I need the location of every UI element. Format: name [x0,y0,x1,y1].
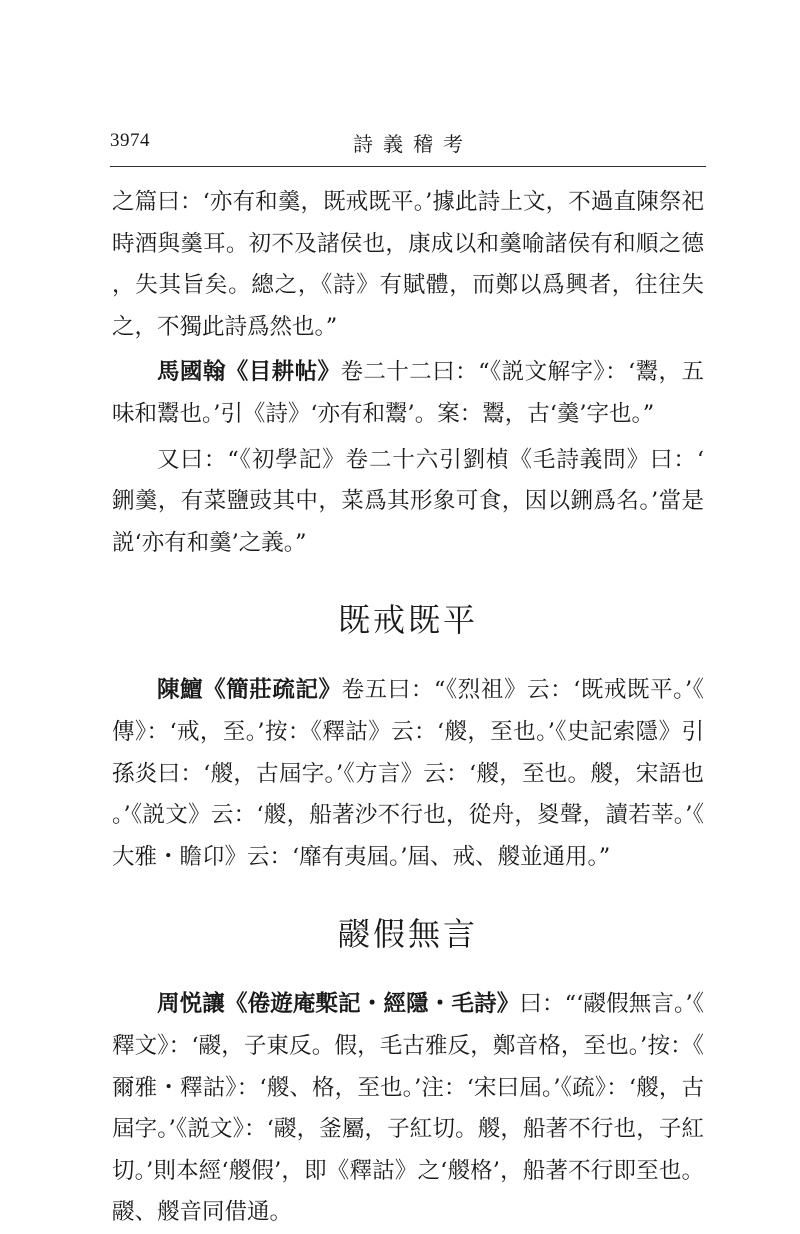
header-rule [110,166,706,167]
paragraph-continuation [112,182,704,348]
source-citation: 周悦讓《倦遊庵槧記・經隱・毛詩》 [157,991,520,1018]
paragraph-zhou-yuerang [112,984,704,1234]
source-citation: 陳鱣《簡莊疏記》 [157,677,342,704]
page-body [112,182,704,1234]
paragraph-ma-guohan [112,352,704,435]
page-header [110,124,706,164]
paragraph-text: 曰：“‘鬷假無言。’《釋文》：‘鬷，子東反。假，毛古雅反，鄭音格，至也。’按：《爾雅・釋詁》：‘艐、格，至也。’注：‘宋曰屆。’《疏》：‘艐，古屆字。’《説文》：‘鬷，釜屬，子紅切。艐，船著不行也，子紅切。’則本經‘艐假’，即《釋詁》之‘艐格’，船著不行即至也。鬷、艐音同借通。 [112,991,704,1226]
paragraph-text: 卷二十二曰：“《説文解字》：‘鬻，五味和鬻也。’引《詩》‘亦有和鬻’。案：鬻，古‘羹’字也。” [112,359,704,427]
paragraph-you-yue [112,440,704,565]
paragraph-text: 之篇曰：‘亦有和羹，既戒既平。’據此詩上文，不過直陳祭祀時酒與羹耳。初不及諸侯也，康成以和羹喻諸侯有和順之德，失其旨矣。總之，《詩》有賦體，而鄭以爲興者，往往失之，不獨此詩爲然也。” [112,189,704,340]
paragraph-text: 又曰：“《初學記》卷二十六引劉楨《毛詩義問》曰：‘鉶羹，有菜鹽豉其中，菜爲其形象可食，因以鉶爲名。’當是説‘亦有和羹’之義。” [112,446,704,556]
paragraph-chen-zhan [112,670,704,878]
section-heading-ji-jie-ji-ping: 既戒既平 [337,601,478,640]
page-number: 3974 [110,130,150,151]
running-title: 詩義稽考 [353,132,473,156]
section-heading-zong-jia-wu-yan: 鬷假無言 [337,915,478,954]
paragraph-text: 卷五曰：“《烈祖》云：‘既戒既平。’《傳》：‘戒，至。’按：《釋詁》云：‘艐，至也。’《史記索隱》引孫炎曰：‘艐，古屆字。’《方言》云：‘艐，至也。艐，宋語也。’《説文》云：‘艐，船著沙不行也，從舟，㚇聲，讀若莘。’《大雅・瞻卬》云：‘靡有夷屆。’屆、戒、艐並通用。” [112,677,704,870]
source-citation: 馬國翰《目耕帖》 [157,359,341,386]
